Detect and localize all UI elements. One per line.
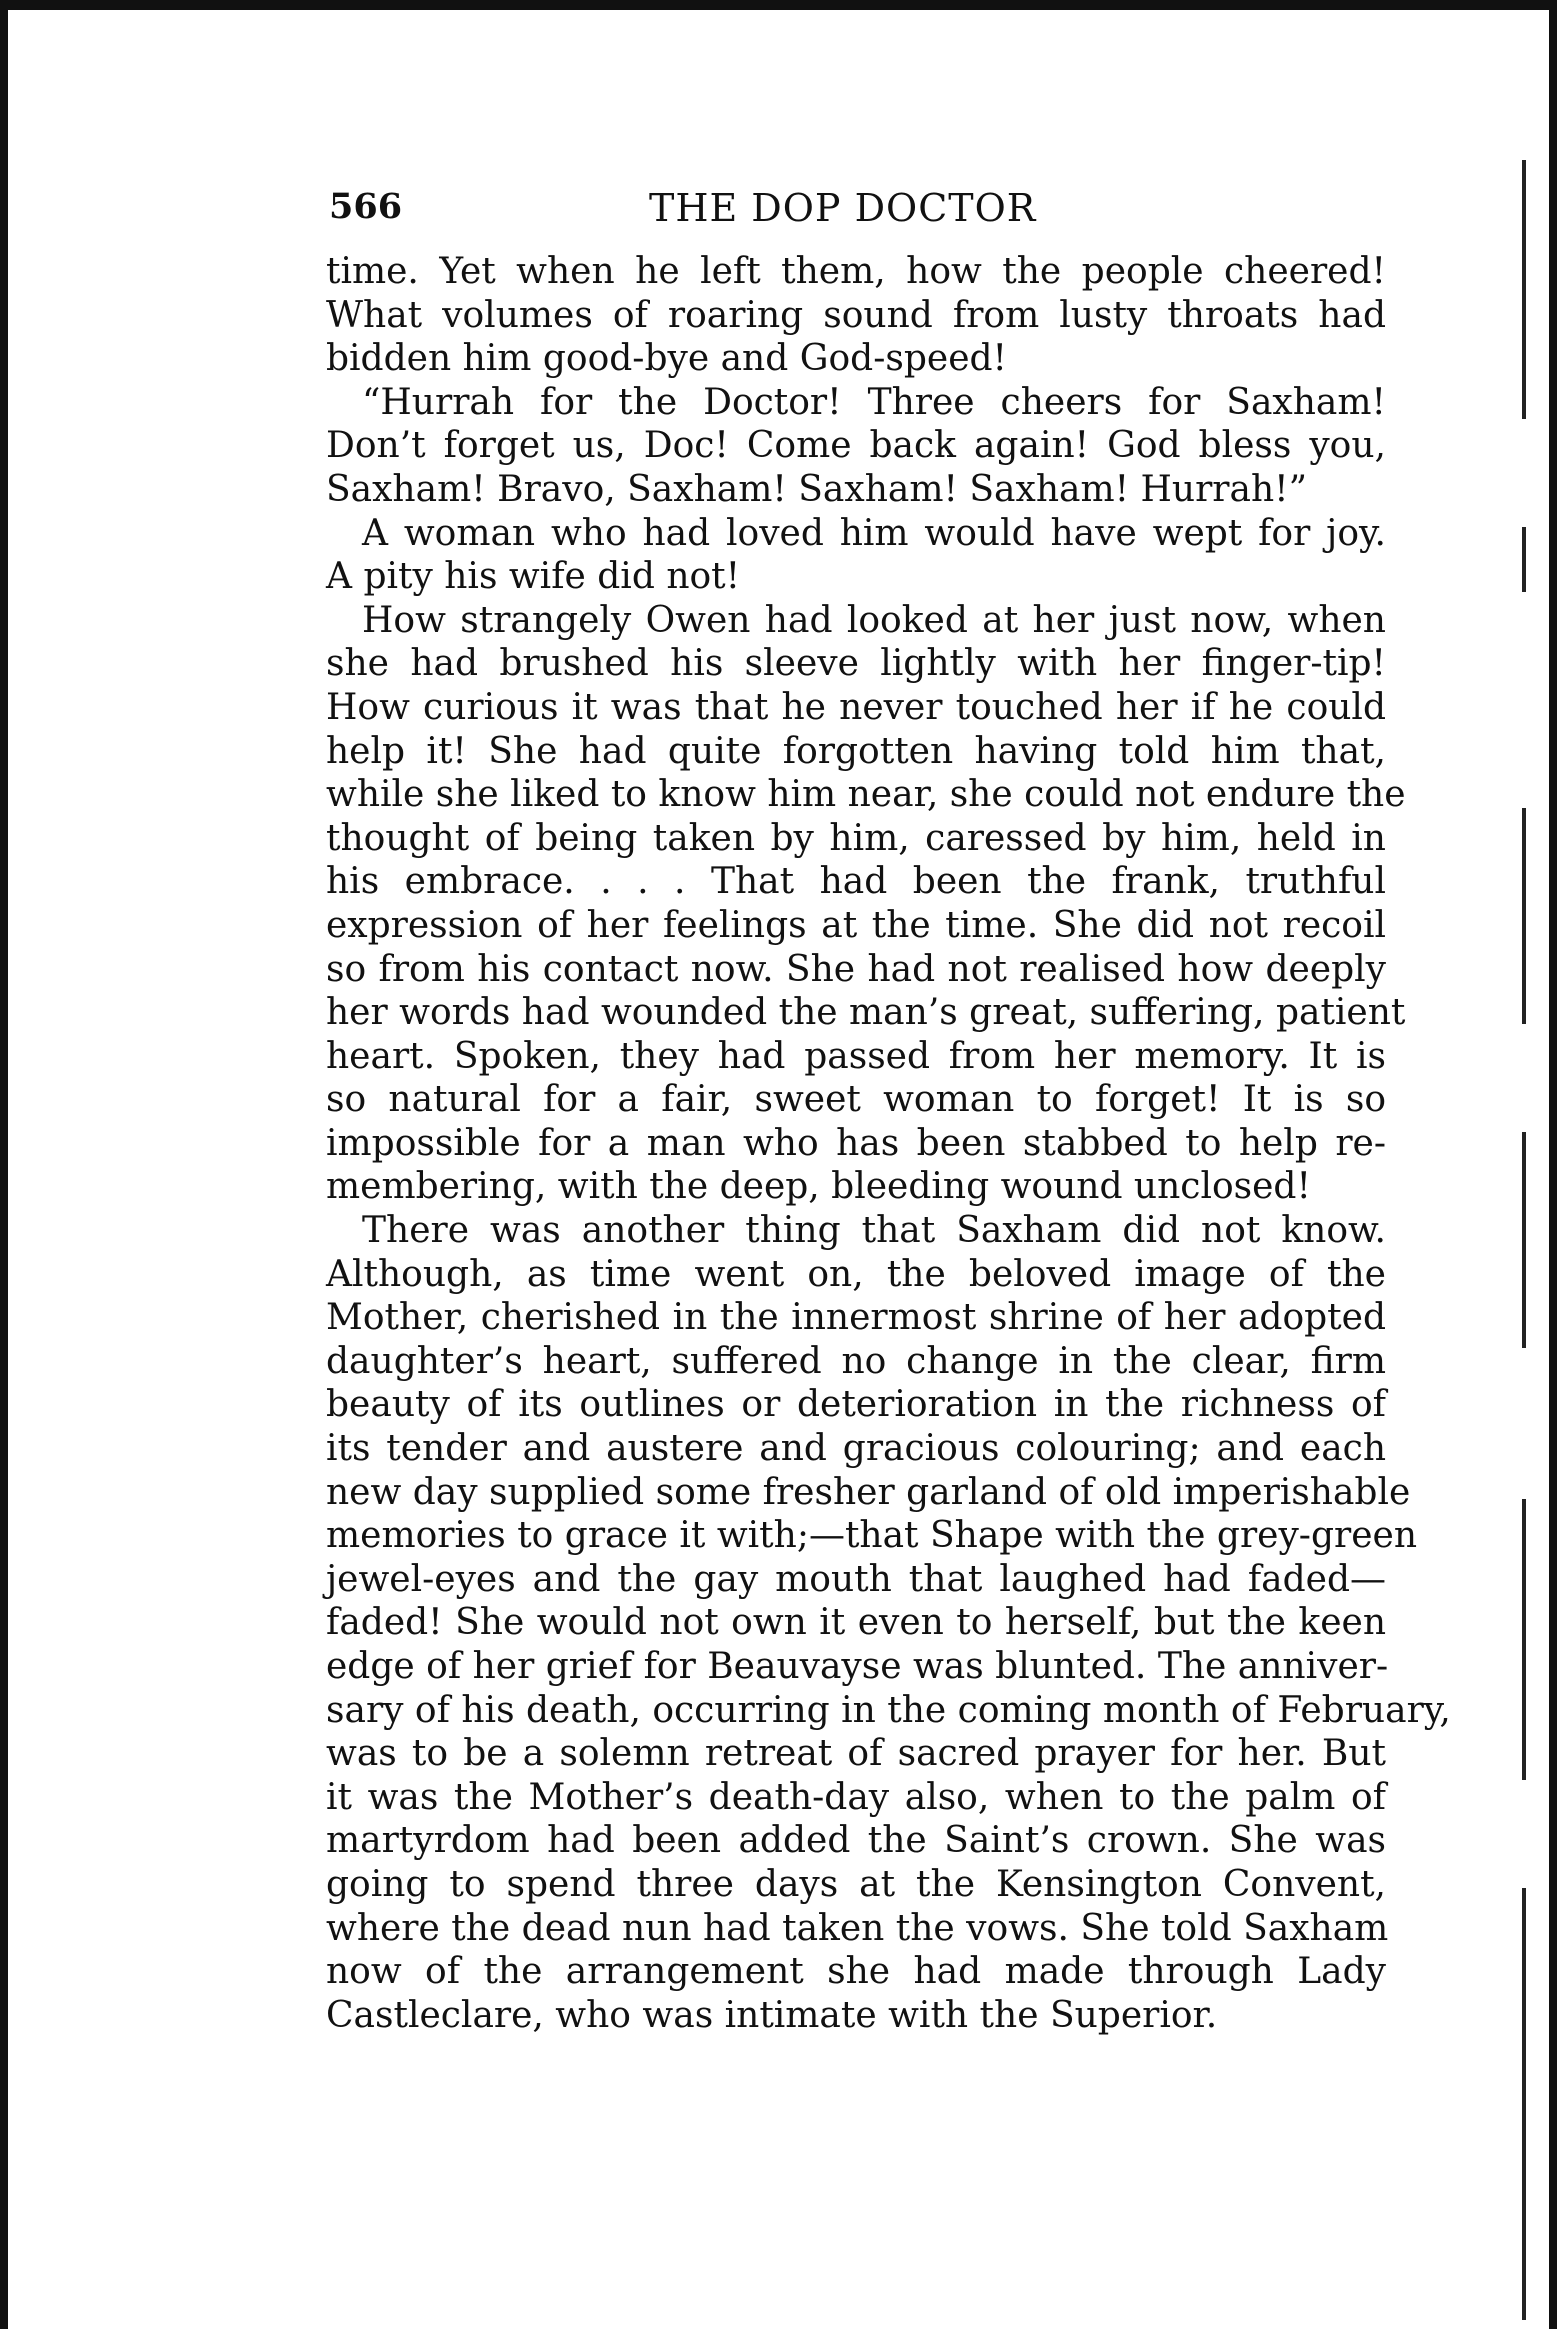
text-line: Castleclare, who was intimate with the Superior.: [326, 1994, 1218, 2036]
text-line: while she liked to know him near, she could not endure the: [326, 774, 1406, 816]
text-line: she had brushed his sleeve lightly with her finger-tip!: [326, 643, 1386, 685]
text-line: its tender and austere and gracious colouring; and each: [326, 1428, 1386, 1470]
text-line: What volumes of roaring sound from lusty throats had: [326, 294, 1386, 336]
text-line: faded! She would not own it even to herself, but the keen: [326, 1602, 1386, 1644]
running-title: THE DOP DOCTOR: [649, 186, 1037, 230]
text-line: his embrace. . . . That had been the frank, truthful: [326, 861, 1386, 903]
text-line: her words had wounded the man’s great, suffering, patient: [326, 992, 1406, 1034]
page-number: 566: [329, 186, 403, 227]
text-line: A pity his wife did not!: [326, 556, 741, 598]
text-line: heart. Spoken, they had passed from her memory. It is: [326, 1035, 1386, 1077]
text-line: now of the arrangement she had made through Lady: [326, 1951, 1386, 1993]
text-line: martyrdom had been added the Saint’s crown. She was: [326, 1820, 1386, 1862]
text-line: memories to grace it with;—that Shape with the grey-green: [326, 1515, 1418, 1557]
text-line: daughter’s heart, suffered no change in the clear, firm: [326, 1340, 1386, 1382]
text-line: help it! She had quite forgotten having told him that,: [326, 730, 1386, 772]
text-line: Although, as time went on, the beloved image of the: [326, 1253, 1386, 1295]
text-line: How strangely Owen had looked at her just now, when: [362, 599, 1386, 641]
text-line: so from his contact now. She had not realised how deeply: [326, 948, 1386, 990]
text-line: Saxham! Bravo, Saxham! Saxham! Saxham! Hurrah!”: [326, 468, 1308, 510]
text-line: bidden him good-bye and God-speed!: [326, 338, 1008, 380]
text-line: it was the Mother’s death-day also, when to the palm of: [326, 1776, 1386, 1818]
text-line: There was another thing that Saxham did not know.: [362, 1210, 1386, 1252]
text-line: impossible for a man who has been stabbed to help re-: [326, 1122, 1386, 1164]
text-line: was to be a solemn retreat of sacred prayer for her. But: [326, 1733, 1386, 1775]
scan-border-top: [0, 0, 1557, 10]
text-line: “Hurrah for the Doctor! Three cheers for Saxham!: [362, 381, 1386, 423]
text-line: How curious it was that he never touched her if he could: [326, 686, 1386, 728]
scan-border-right: [1549, 0, 1557, 2329]
text-line: going to spend three days at the Kensington Convent,: [326, 1863, 1386, 1905]
page-edge-shadow: [1522, 160, 1526, 2320]
text-line: Don’t forget us, Doc! Come back again! God bless you,: [326, 425, 1386, 467]
text-line: beauty of its outlines or deterioration in the richness of: [326, 1384, 1386, 1426]
text-line: sary of his death, occurring in the coming month of February,: [326, 1689, 1451, 1731]
text-line: membering, with the deep, bleeding wound unclosed!: [326, 1166, 1311, 1208]
text-line: new day supplied some fresher garland of old imperishable: [326, 1471, 1411, 1513]
text-line: jewel-eyes and the gay mouth that laughed had faded—: [326, 1558, 1386, 1600]
scan-border-left: [0, 0, 8, 2329]
body-text: [326, 250, 1451, 2037]
page-header: [329, 172, 1384, 242]
text-line: thought of being taken by him, caressed by him, held in: [326, 817, 1386, 859]
text-line: so natural for a fair, sweet woman to forget! It is so: [326, 1079, 1386, 1121]
text-line: expression of her feelings at the time. She did not recoil: [326, 904, 1386, 946]
text-line: time. Yet when he left them, how the people cheered!: [326, 251, 1386, 292]
text-line: A woman who had loved him would have wept for joy.: [362, 512, 1386, 554]
text-line: Mother, cherished in the innermost shrine of her adopted: [326, 1297, 1386, 1339]
text-line: edge of her grief for Beauvayse was blunted. The anniver-: [326, 1646, 1389, 1687]
text-line: where the dead nun had taken the vows. She told Saxham: [326, 1907, 1389, 1949]
